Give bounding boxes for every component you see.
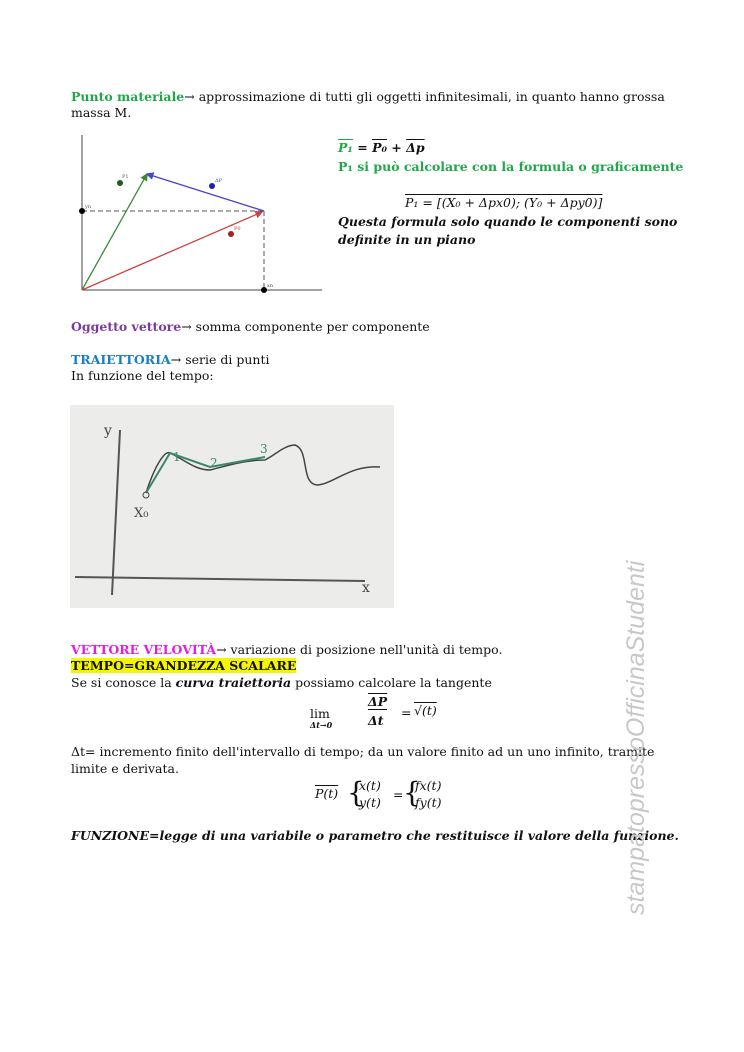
formula2-note-line1: Questa formula solo quando le componenti sono bbox=[338, 214, 678, 229]
text: somma componente per componente bbox=[191, 319, 430, 334]
vector-p1 bbox=[82, 174, 147, 290]
eq: = bbox=[401, 705, 412, 720]
term: TRAIETTORIA bbox=[71, 352, 171, 367]
label-y: y bbox=[104, 423, 112, 439]
label-1: 1 bbox=[173, 450, 181, 464]
label-dp: ΔP bbox=[215, 178, 222, 184]
highlight-tempo: TEMPO=GRANDEZZA SCALARE bbox=[71, 658, 297, 673]
denominator: Δt bbox=[368, 713, 384, 728]
formula2-note-line2: definite in un piano bbox=[338, 232, 476, 247]
formula-note: P₁ si può calcolare con la formula o graficamente bbox=[338, 159, 684, 174]
fy-of-t: fy(t) bbox=[415, 795, 442, 810]
lim-sub: Δt→0 bbox=[310, 720, 333, 730]
label-x: x bbox=[362, 580, 370, 596]
plus: + bbox=[386, 140, 407, 155]
dp: $\overline{\Delta p}$ bbox=[406, 140, 425, 155]
formula-components: P₁ = [(X₀ + Δpx0); (Y₀ + Δpy0)] bbox=[405, 195, 603, 210]
text: variazione di posizione nell'unità di tempo. bbox=[226, 642, 503, 657]
vector-delta-p bbox=[147, 174, 264, 211]
numerator: $\overline{\Delta P}$ bbox=[368, 694, 388, 709]
eq: = bbox=[393, 787, 404, 802]
lhs: P(t) bbox=[315, 786, 339, 801]
x-axis bbox=[75, 577, 365, 581]
label-yn: yn bbox=[85, 204, 92, 210]
text: possiamo calcolare la tangente bbox=[291, 675, 492, 690]
emphasis: curva traiettoria bbox=[175, 675, 292, 690]
paragraph-delta-t: Δt= incremento finito dell'intervallo di tempo; da un valore finito ad un uno infinito, tramite bbox=[71, 744, 655, 759]
document-page: Punto materiale→ approssimazione di tutti gli oggetti infinitesimali, in quanto hanno grossa massa M. P1 ΔP P0 yn xn $P_1 = P_0 + \overline{\Delta p}$ P₁ si può calcolare con la formula o graficamente P₁ = [(X₀ + Δpx0); (Y₀ + Δpy0)] Questa formula solo quando le componenti sono definite in un piano Oggetto vettore→ somma componente per componente TRAIETTORIA→ serie di punti In funzione del tempo: y x X₀ 1 2 3 VETTORE VELOVITÀ→ variazione di posizione nell'unità di tempo. TEMPO=GRANDEZZA SCALARE Se si conosce la curva traiettoria possiamo calcolare la tangente lim Δt→0 $\overline{\Delta P}$ Δt = √(t) Δt= incremento finito dell'intervallo di tempo; da un valore finito ad un uno infinito, tramite limite e derivata. P(t) { x(t) y(t) = { fx(t) fy(t) FUNZIONE=legge di una variabile o parametro che restituisce il valore della funzione. stampatopressoOfficinaStudenti bbox=[0, 0, 744, 1052]
label-2: 2 bbox=[210, 456, 218, 470]
x-of-t: x(t) bbox=[359, 778, 381, 793]
text: serie di punti bbox=[181, 352, 270, 367]
displacement-vectors bbox=[146, 453, 265, 493]
paragraph-vettore-velocita bbox=[71, 642, 502, 657]
label-p1: P1 bbox=[122, 174, 129, 180]
paragraph-traiettoria bbox=[71, 352, 269, 367]
term: VETTORE VELOVITÀ bbox=[71, 642, 217, 657]
term: Oggetto vettore bbox=[71, 319, 182, 334]
vector-p0 bbox=[82, 212, 262, 290]
rhs: √(t) bbox=[414, 703, 437, 718]
eq: = bbox=[352, 140, 373, 155]
watermark: stampatopressoOfficinaStudenti bbox=[622, 560, 650, 915]
text: Se si conosce la bbox=[71, 675, 176, 690]
paragraph-continuation: massa M. bbox=[71, 105, 132, 120]
paragraph-oggetto-vettore bbox=[71, 319, 430, 334]
arrow-icon: → bbox=[216, 642, 227, 657]
arrow-icon: → bbox=[184, 89, 195, 104]
paragraph-delta-t-cont: limite e derivata. bbox=[71, 761, 179, 776]
vector-diagram bbox=[62, 130, 332, 300]
text: approssimazione di tutti gli oggetti infinitesimali, in quanto hanno grossa bbox=[194, 89, 665, 104]
term: Punto materiale bbox=[71, 89, 185, 104]
p0: P₀ bbox=[372, 140, 387, 155]
trajectory-photo bbox=[70, 405, 394, 608]
label-p0: P0 bbox=[234, 226, 241, 232]
paragraph-tempo: In funzione del tempo: bbox=[71, 368, 214, 383]
y-axis bbox=[112, 430, 120, 595]
paragraph-curva bbox=[71, 675, 492, 690]
lim: lim bbox=[310, 706, 330, 721]
label-3: 3 bbox=[260, 442, 268, 456]
fx-of-t: fx(t) bbox=[415, 778, 442, 793]
arrow-icon: → bbox=[181, 319, 192, 334]
y-of-t: y(t) bbox=[359, 795, 381, 810]
formula-p1-sum bbox=[338, 140, 425, 155]
label-x0: X₀ bbox=[134, 506, 149, 521]
arrow-icon: → bbox=[170, 352, 182, 367]
paragraph-funzione: FUNZIONE=legge di una variabile o parametro che restituisce il valore della funzione. bbox=[71, 828, 679, 843]
label-xn: xn bbox=[267, 283, 274, 289]
p1: P₁ bbox=[338, 140, 353, 155]
point-p1 bbox=[117, 180, 123, 186]
paragraph-punto-materiale bbox=[71, 89, 665, 104]
